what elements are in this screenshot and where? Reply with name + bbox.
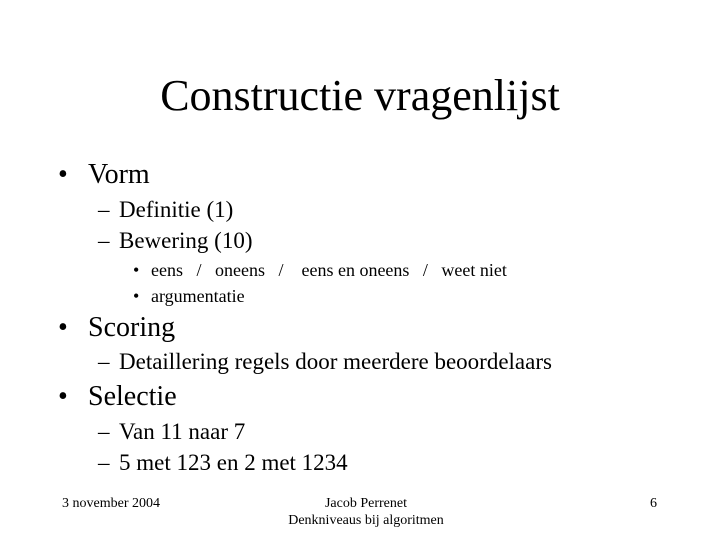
bullet-marker: • xyxy=(58,159,68,190)
subbullet-van-11-naar-7-text: Van 11 naar 7 xyxy=(119,419,246,444)
subsubbullet-marker: • xyxy=(133,260,140,280)
subbullet-marker: – xyxy=(98,228,110,253)
footer-author: Jacob Perrenet xyxy=(324,496,408,511)
bullet-scoring-text: Scoring xyxy=(88,312,176,343)
footer-date: 3 november 2004 xyxy=(62,496,160,511)
subbullet-detaillering-text: Detaillering regels door meerdere beoordelaars xyxy=(119,349,552,374)
slide-title: Constructie vragenlijst xyxy=(160,71,560,120)
bullet-marker: • xyxy=(58,312,68,343)
footer-subject: Denkniveaus bij algoritmen xyxy=(288,513,444,528)
subbullet-marker: – xyxy=(98,450,110,475)
subbullet-marker: – xyxy=(98,197,110,222)
subbullet-marker: – xyxy=(98,349,110,374)
subbullet-definitie-text: Definitie (1) xyxy=(119,197,234,222)
subsubbullet-marker: • xyxy=(133,286,140,306)
subbullet-marker: – xyxy=(98,419,110,444)
bullet-marker: • xyxy=(58,381,68,412)
subbullet-bewering-text: Bewering (10) xyxy=(119,228,253,253)
argumentatie-text: argumentatie xyxy=(151,286,245,306)
bullet-selectie-text: Selectie xyxy=(88,381,177,412)
footer-center xyxy=(266,495,466,529)
answer-options-text: eens / oneens / eens en oneens / weet niet xyxy=(151,260,507,280)
subbullet-5-met-123-text: 5 met 123 en 2 met 1234 xyxy=(119,450,348,475)
footer-page-number: 6 xyxy=(650,496,657,511)
bullet-vorm-text: Vorm xyxy=(88,159,150,190)
